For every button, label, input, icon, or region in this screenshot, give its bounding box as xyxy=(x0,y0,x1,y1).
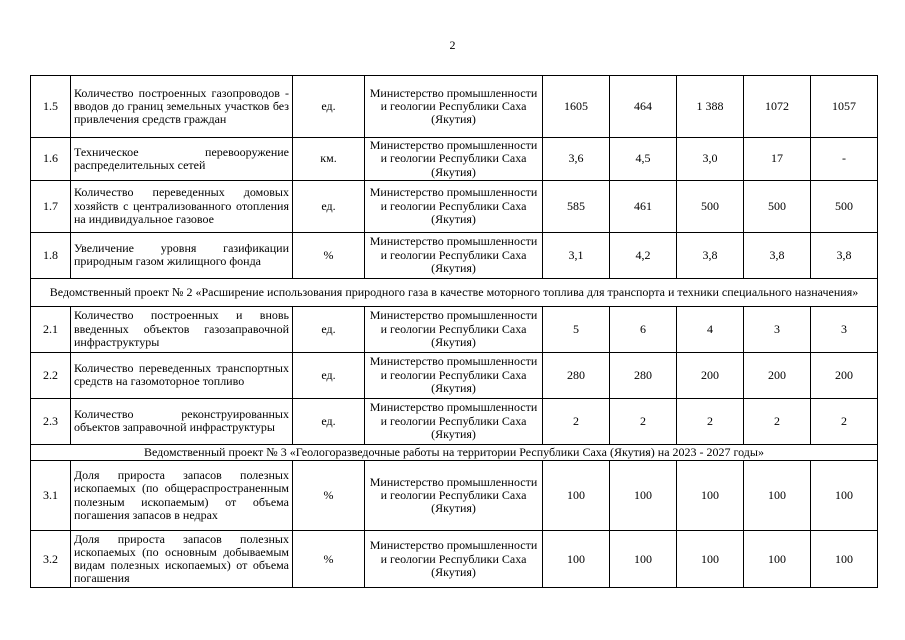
unit-of-measure: % xyxy=(293,531,365,588)
table-row xyxy=(31,138,878,181)
project-header-row xyxy=(31,278,878,306)
value-year-4: 3 xyxy=(744,306,811,352)
unit-of-measure: ед. xyxy=(293,180,365,232)
value-year-4: 100 xyxy=(744,531,811,588)
value-year-4: 17 xyxy=(744,138,811,181)
indicator-name: Доля прироста запасов полезных ископаемых (по общераспространенным полезным ископаемым) от объема погашения запасов в недрах xyxy=(71,461,293,531)
row-number: 1.8 xyxy=(31,232,71,278)
unit-of-measure: ед. xyxy=(293,76,365,138)
responsible-body: Министерство промышленности и геологии Республики Саха (Якутия) xyxy=(365,76,543,138)
table-row xyxy=(31,306,878,352)
value-year-2: 6 xyxy=(610,306,677,352)
value-year-1: 585 xyxy=(543,180,610,232)
value-year-5: 100 xyxy=(811,531,878,588)
value-year-2: 100 xyxy=(610,531,677,588)
value-year-4: 200 xyxy=(744,352,811,398)
responsible-body: Министерство промышленности и геологии Республики Саха (Якутия) xyxy=(365,531,543,588)
unit-of-measure: ед. xyxy=(293,398,365,444)
row-number: 2.2 xyxy=(31,352,71,398)
row-number: 2.3 xyxy=(31,398,71,444)
row-number: 1.7 xyxy=(31,180,71,232)
indicator-name: Количество построенных и вновь введенных объектов газозаправочной инфраструктуры xyxy=(71,306,293,352)
indicator-name: Количество переведенных домовых хозяйств с централизованного отопления на индивидуальное газовое xyxy=(71,180,293,232)
value-year-5: 100 xyxy=(811,461,878,531)
value-year-3: 200 xyxy=(677,352,744,398)
responsible-body: Министерство промышленности и геологии Республики Саха (Якутия) xyxy=(365,138,543,181)
responsible-body: Министерство промышленности и геологии Республики Саха (Якутия) xyxy=(365,398,543,444)
unit-of-measure: % xyxy=(293,461,365,531)
value-year-2: 464 xyxy=(610,76,677,138)
value-year-4: 500 xyxy=(744,180,811,232)
responsible-body: Министерство промышленности и геологии Республики Саха (Якутия) xyxy=(365,306,543,352)
value-year-3: 500 xyxy=(677,180,744,232)
indicator-name: Количество реконструированных объектов заправочной инфраструктуры xyxy=(71,398,293,444)
indicator-name: Доля прироста запасов полезных ископаемых (по основным добываемым видам полезных ископаемых) от объема погашения xyxy=(71,531,293,588)
value-year-2: 2 xyxy=(610,398,677,444)
row-number: 1.5 xyxy=(31,76,71,138)
value-year-1: 100 xyxy=(543,461,610,531)
project-title: Ведомственный проект № 2 «Расширение использования природного газа в качестве моторного топлива для транспорта и техники специального назначения» xyxy=(31,278,878,306)
responsible-body: Министерство промышленности и геологии Республики Саха (Якутия) xyxy=(365,232,543,278)
value-year-3: 2 xyxy=(677,398,744,444)
value-year-5: 200 xyxy=(811,352,878,398)
value-year-4: 1072 xyxy=(744,76,811,138)
value-year-5: 500 xyxy=(811,180,878,232)
table-row xyxy=(31,180,878,232)
unit-of-measure: % xyxy=(293,232,365,278)
indicators-table xyxy=(30,75,878,588)
project-header-row xyxy=(31,444,878,460)
value-year-4: 2 xyxy=(744,398,811,444)
value-year-5: 2 xyxy=(811,398,878,444)
value-year-1: 2 xyxy=(543,398,610,444)
table-body xyxy=(31,76,878,588)
value-year-5: 3,8 xyxy=(811,232,878,278)
indicator-name: Количество переведенных транспортных средств на газомоторное топливо xyxy=(71,352,293,398)
page-number: 2 xyxy=(449,38,456,52)
value-year-5: 3 xyxy=(811,306,878,352)
value-year-1: 1605 xyxy=(543,76,610,138)
value-year-3: 3,8 xyxy=(677,232,744,278)
row-number: 3.2 xyxy=(31,531,71,588)
value-year-2: 280 xyxy=(610,352,677,398)
indicator-name: Количество построенных газопроводов - вводов до границ земельных участков без привлечения средств граждан xyxy=(71,76,293,138)
table-row xyxy=(31,531,878,588)
row-number: 3.1 xyxy=(31,461,71,531)
responsible-body: Министерство промышленности и геологии Республики Саха (Якутия) xyxy=(365,352,543,398)
value-year-3: 100 xyxy=(677,461,744,531)
table-row xyxy=(31,461,878,531)
project-title: Ведомственный проект № 3 «Геологоразведочные работы на территории Республики Саха (Якутия) на 2023 - 2027 годы» xyxy=(31,444,878,460)
value-year-5: - xyxy=(811,138,878,181)
responsible-body: Министерство промышленности и геологии Республики Саха (Якутия) xyxy=(365,180,543,232)
indicator-name: Увеличение уровня газификации природным газом жилищного фонда xyxy=(71,232,293,278)
value-year-2: 461 xyxy=(610,180,677,232)
row-number: 2.1 xyxy=(31,306,71,352)
table-row xyxy=(31,76,878,138)
value-year-1: 100 xyxy=(543,531,610,588)
value-year-3: 100 xyxy=(677,531,744,588)
value-year-3: 4 xyxy=(677,306,744,352)
value-year-1: 280 xyxy=(543,352,610,398)
value-year-5: 1057 xyxy=(811,76,878,138)
value-year-1: 3,6 xyxy=(543,138,610,181)
value-year-1: 3,1 xyxy=(543,232,610,278)
responsible-body: Министерство промышленности и геологии Республики Саха (Якутия) xyxy=(365,461,543,531)
table-row xyxy=(31,352,878,398)
value-year-2: 4,5 xyxy=(610,138,677,181)
indicator-name: Техническое перевооружение распределительных сетей xyxy=(71,138,293,181)
value-year-2: 4,2 xyxy=(610,232,677,278)
value-year-4: 3,8 xyxy=(744,232,811,278)
value-year-1: 5 xyxy=(543,306,610,352)
table-row xyxy=(31,398,878,444)
unit-of-measure: ед. xyxy=(293,352,365,398)
unit-of-measure: ед. xyxy=(293,306,365,352)
value-year-3: 1 388 xyxy=(677,76,744,138)
value-year-2: 100 xyxy=(610,461,677,531)
row-number: 1.6 xyxy=(31,138,71,181)
value-year-3: 3,0 xyxy=(677,138,744,181)
table-row xyxy=(31,232,878,278)
unit-of-measure: км. xyxy=(293,138,365,181)
value-year-4: 100 xyxy=(744,461,811,531)
